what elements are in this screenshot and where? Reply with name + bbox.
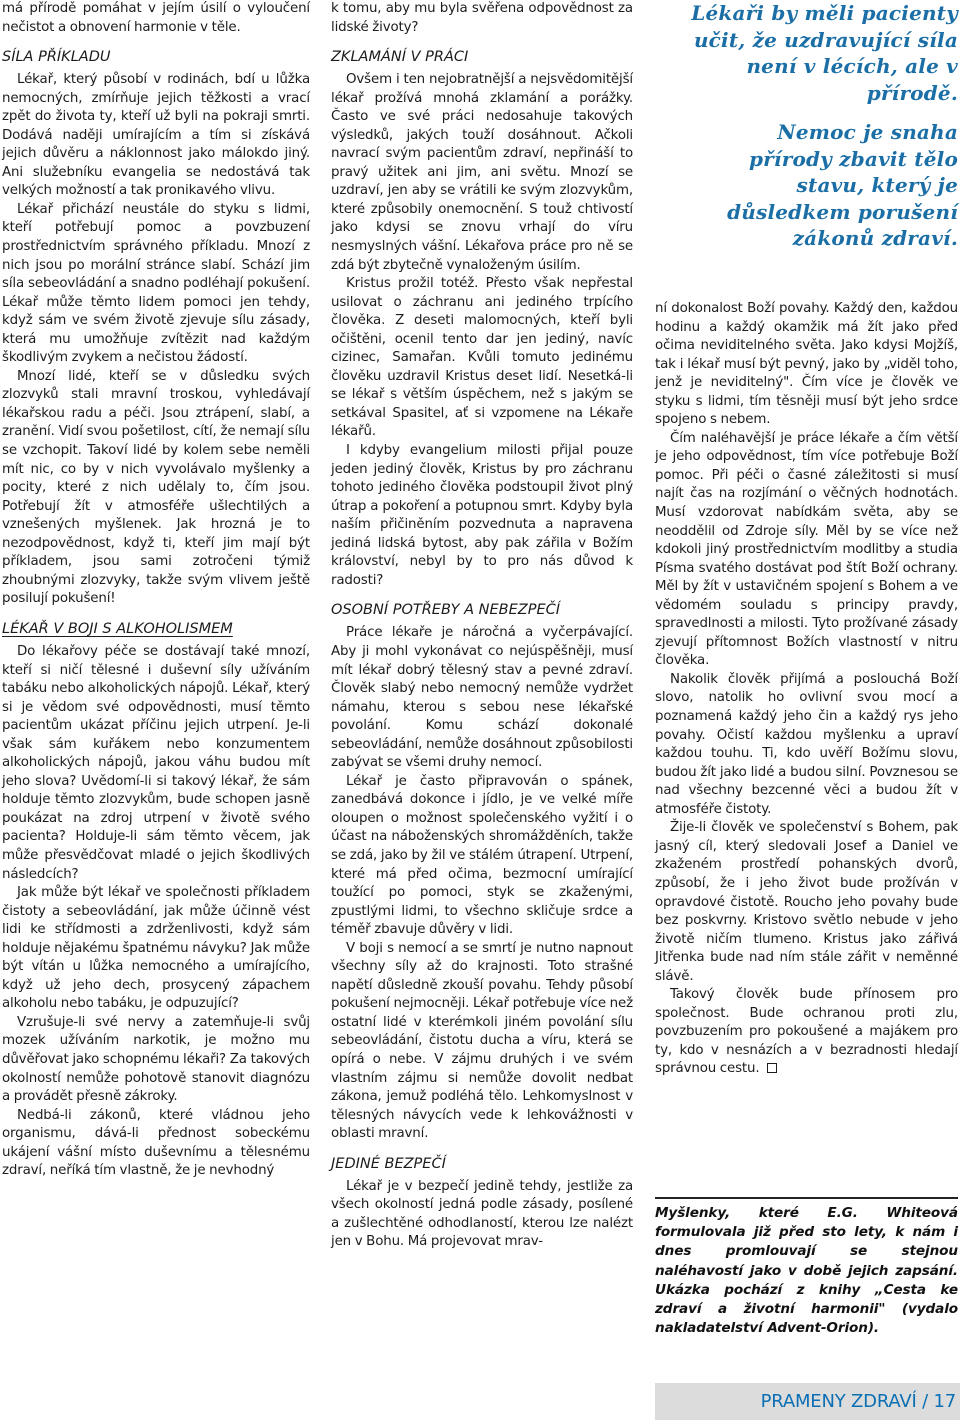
paragraph: I kdyby evangelium milosti přijal pouze jeden jediný člověk, Kristus by pro záchranu tohoto jediného člověka podstoupil život plný útrap a pokoření a potupnou smrt. Kdyby byla naším přičiněním pozvednuta a napravena jediná lidská bytost, aby pak zářila v Božím království, nebyl by to pro nás důvod k radosti? bbox=[331, 443, 633, 588]
paragraph: Nakolik člověk přijímá a poslouchá Boží slovo, natolik ho ovlivní svou mocí a poznamená každý jeho čin a každý rys jeho povahy. Očistí každou myšlenku a upraví každou touhu. Ti, kdo uvěří Božímu slovu, budou žít jako lidé a budou silní. Povznesou se nad všechny bezcenné věci a budou žít v atmosféře čistoty. bbox=[655, 671, 958, 817]
paragraph: Lékař přichází neustále do styku s lidmi, kteří potřebují pomoc a povzbuzení prostřednictvím správného příkladu. Mnozí z nich jsou po morální stránce slabí. Schází jim síla sebeovládání a snadno podléhají pokušení. Lékař může těmto lidem pomoci jen tehdy, když sám ve svém životě zjevuje sílu zásady, která mu umožňuje zvítězit nad každým škodlivým zvykem a nečistou žádostí. bbox=[2, 201, 310, 366]
paragraph: Práce lékaře je náročná a vyčerpávající. Aby ji mohl vykonávat co nejúspěšněji, musí mít lékař dobrý tělesný stav a pevné zdraví. Člověk slabý nebo nemocný nemůže vydržet námahu, kterou s sebou nese lékařské povolání. Komu schází dokonalé sebeovládání, nemůže dosáhnout způsobilosti zabývat se všemi druhy nemocí. bbox=[331, 625, 633, 771]
section-heading: SÍLA PŘÍKLADU bbox=[2, 49, 111, 66]
paragraph: k tomu, aby mu byla svěřena odpovědnost za lidské životy? bbox=[331, 1, 633, 35]
section-heading: JEDINÉ BEZPEČÍ bbox=[331, 1155, 446, 1172]
paragraph: Ovšem i ten nejobratnější a nejsvědomitější lékař prožívá mnohá zklamání a porážky. Často ve své práci nedosahuje takových výsledků, jakých touží dosáhnout. Ačkoli navrací svým pacientům zdraví, nepřináší to pravý užitek ani jim, ani světu. Mnozí se uzdraví, jen aby se vrátili ke svým zlozvykům, které způsobily onemocnění. S touž chtivostí jako kdysi se znovu vrhají do víru nesmyslných vášní. Lékařova práce pro ně se zdá být zbytečně vynaloženým úsilím. bbox=[331, 72, 633, 273]
pull-quote-part-1: Lékaři by měli pacienty učit, že uzdravující síla není v lécích, ale v přírodě. bbox=[691, 1, 958, 105]
paragraph: má přírodě pomáhat v jejím úsilí o vyloučení nečistot a obnovení harmonie v těle. bbox=[2, 1, 310, 35]
paragraph: Mnozí lidé, kteří se v důsledku svých zlozvyků stali mravní troskou, vyhledávají lékařskou radu a péči. Jsou ztrápení, slabí, a zranění. Vidí svou pošetilost, cítí, že nemají sílu se vzchopit. Takoví lidé by kolem sebe neměli mít nic, co by v nich vyvolávalo myšlenky a pocity, které z nich udělaly to, čím jsou. Potřebují žít v atmosféře ušlechtilých a vznešených myšlenek. Jak hrozná je to nezodpovědnost, když ti, kteří jim mají být příkladem, jsou sami zotročeni týmiž zhoubnými zlozvyky, takže svým vlivem ještě posilují pokušení! bbox=[2, 368, 310, 607]
end-of-article-icon bbox=[767, 1063, 777, 1073]
pull-quote bbox=[690, 0, 958, 252]
paragraph: Takový člověk bude přínosem pro společnost. Bude ochranou proti zlu, povzbuzením pro pokoušené a majákem pro ty, kdo v nesnázích a v bezradnosti hledají správnou cestu. bbox=[655, 987, 958, 1077]
page-footer bbox=[655, 1383, 960, 1420]
paragraph: Čím naléhavější je práce lékaře a čím větší je jeho odpovědnost, tím více potřebuje Boží pomoc. Při péči o časné záležitosti si musí najít čas na rozjímání o věčných hodnotách. Musí vzdorovat nabídkám světa, aby se neoddělil od Zdroje síly. Měl by se více než kdokoli jiný prostřednictvím modlitby a studia Písma svatého dostávat pod štít Boží ochrany. Měl by žít v ustavičném spojení s Bohem a ve vědomém souladu s principy pravdy, spravedlnosti a milosti. Tyto prožívané zásady zjevují přítomnost Božích vlastností v nitru člověka. bbox=[655, 430, 958, 669]
paragraph: Jak může být lékař ve společnosti příkladem čistoty a sebeovládání, jak může účinně vést lidi ke střídmosti a zdrženlivosti, když sám holduje nějakému špatnému návyku? Jak může být vítán u lůžka nemocného a umírajícího, když už jeho dech, prosycený zápachem alkoholu nebo tabáku, je odpuzující? bbox=[2, 885, 310, 1012]
section-heading: LÉKAŘ V BOJI S ALKOHOLISMEM bbox=[2, 620, 233, 637]
paragraph: Lékař je v bezpečí jedině tehdy, jestliže za všech okolností jedná podle zásady, posílené a zušlechtěné odhodlaností, kterou lze nalézt jen v Bohu. Má projevovat mrav- bbox=[331, 1178, 633, 1250]
paragraph: Vzrušuje-li své nervy a zatemňuje-li svůj mozek užíváním narkotik, je možno mu důvěřovat jako schopnému lékaři? Za takových okolností nemůže pohotově stanovit diagnózu a provádět přesně zákroky. bbox=[2, 1014, 310, 1105]
paragraph: Žije-li člověk ve společenství s Bohem, pak jasný cíl, který sledovali Josef a Daniel ve zkaženém prostředí pohanských dvorů, způsobí, že i jeho život bude prožíván v opravdové čistotě. Roucho jeho povahy bude bez poskvrny. Kristovo světlo nebude v jeho životě ničím tlumeno. Kristus jako zářivá Jitřenka bude nad ním stále zářit v neměnné slávě. bbox=[655, 820, 958, 984]
article-column-2 bbox=[331, 0, 633, 1252]
paragraph: Kristus prožil totéž. Přesto však nepřestal usilovat o záchranu ani jediného trpícího člověka. Z deseti malomocných, kteří byli očištěni, ocenil tento dar jen jediný, navíc cizinec, Samařan. Kvůli tomuto jedinému člověku uzdravil Kristus deset lidí. Nesetká-li se lékař s větším úspěchem, než s jakým se setkával Spasitel, ať si vzpomene na Lékaře lékařů. bbox=[331, 276, 633, 440]
paragraph: Do lékařovy péče se dostávají také mnozí, kteří si ničí tělesné i duševní síly užíváním tabáku nebo alkoholických nápojů. Lékař, který si je vědom své odpovědnosti, musí těmto pacientům ukázat příčinu jejich utrpení. Je-li však sám kuřákem nebo konzumentem alkoholických nápojů, jakou váhu budou mít jeho slova? Uvědomí-li si takový lékař, že sám holduje těmto zlozvykům, bude schopen jasně poukázat na zdroj utrpení v životě svého pacienta? Holduje-li sám těmto věcem, jak může přesvědčovat mladé o jejich škodlivých následcích? bbox=[2, 643, 310, 882]
paragraph: Lékař, který působí v rodinách, bdí u lůžka nemocných, zmírňuje jejich těžkosti a vrací zpět do života ty, kteří už byli na pokraji smrti. Dodává naději umírajícím a tím si získává jejich důvěru a náklonnost jako málokdo jiný. Ani služebníku evangelia se nedostává tak velkých možností a tak pronikavého vlivu. bbox=[2, 72, 310, 199]
paragraph: V boji s nemocí a se smrtí je nutno napnout všechny síly až do krajnosti. Toto strašné napětí důsledně zkouší povahu. Tehdy působí pokušení nejmocněji. Lékař potřebuje více než ostatní lidé v kterémkoli jiném povolání sílu sebeovládání, čistotu ducha a víru, která se opírá o nebe. V zájmu druhých i ve svém vlastním zájmu si nemůže dovolit nedbat zákona, jemuž podléhá tělo. Lehkomyslnost v tělesných návycích vede k lehkovážnosti v oblasti mravní. bbox=[331, 940, 633, 1142]
section-heading: OSOBNÍ POTŘEBY A NEBEZPEČÍ bbox=[331, 602, 561, 619]
pull-quote-part-2: Nemoc je snaha přírody zbavit tělo stavu, který je důsledkem porušení zákonů zdraví. bbox=[727, 120, 958, 250]
article-column-1 bbox=[2, 0, 310, 1181]
paragraph: Nedbá-li zákonů, které vládnou jeho organismu, dává-li přednost sobeckému ukájení vášní místo duševnímu a tělesnému zdraví, neříká tím vlastně, že je nevhodný bbox=[2, 1107, 310, 1179]
paragraph: ní dokonalost Boží povahy. Každý den, každou hodinu a každý okamžik má žít jako před očima neviditelného světa. Jako kdysi Mojžíš, tak i lékař musí být pevný, jako by „viděl toho, jenž je neviditelný". Čím více je člověk ve styku s lidmi, tím těsněji musí být jeho srdce spojeno s nebem. bbox=[655, 301, 958, 428]
footer-label: PRAMENY ZDRAVÍ / 17 bbox=[760, 1391, 956, 1412]
section-heading: ZKLAMÁNÍ V PRÁCI bbox=[331, 49, 469, 66]
source-note: Myšlenky, které E.G. Whiteová formulovala již před sto lety, k nám i dnes promlouvají se stejnou naléhavostí jako v době jejich zapsání. Ukázka pochází z knihy „Cesta ke zdraví a životní harmonii" (vydalo nakladatelství Advent-Orion). bbox=[655, 1197, 958, 1338]
paragraph: Lékař je často připravován o spánek, zanedbává dokonce i jídlo, je ve velké míře oloupen o možnost společenského vyžití i o účast na náboženských shromážděních, takže se zdá, jako by žil ve stálém útrapení. Utrpení, které má před očima, bezmocní umírající toužící po pomoci, styk se zkaženými, zpustlými lidmi, to všechno skličuje srdce a téměř zbavuje důvěry v lidi. bbox=[331, 773, 633, 938]
article-column-3 bbox=[655, 300, 958, 1079]
